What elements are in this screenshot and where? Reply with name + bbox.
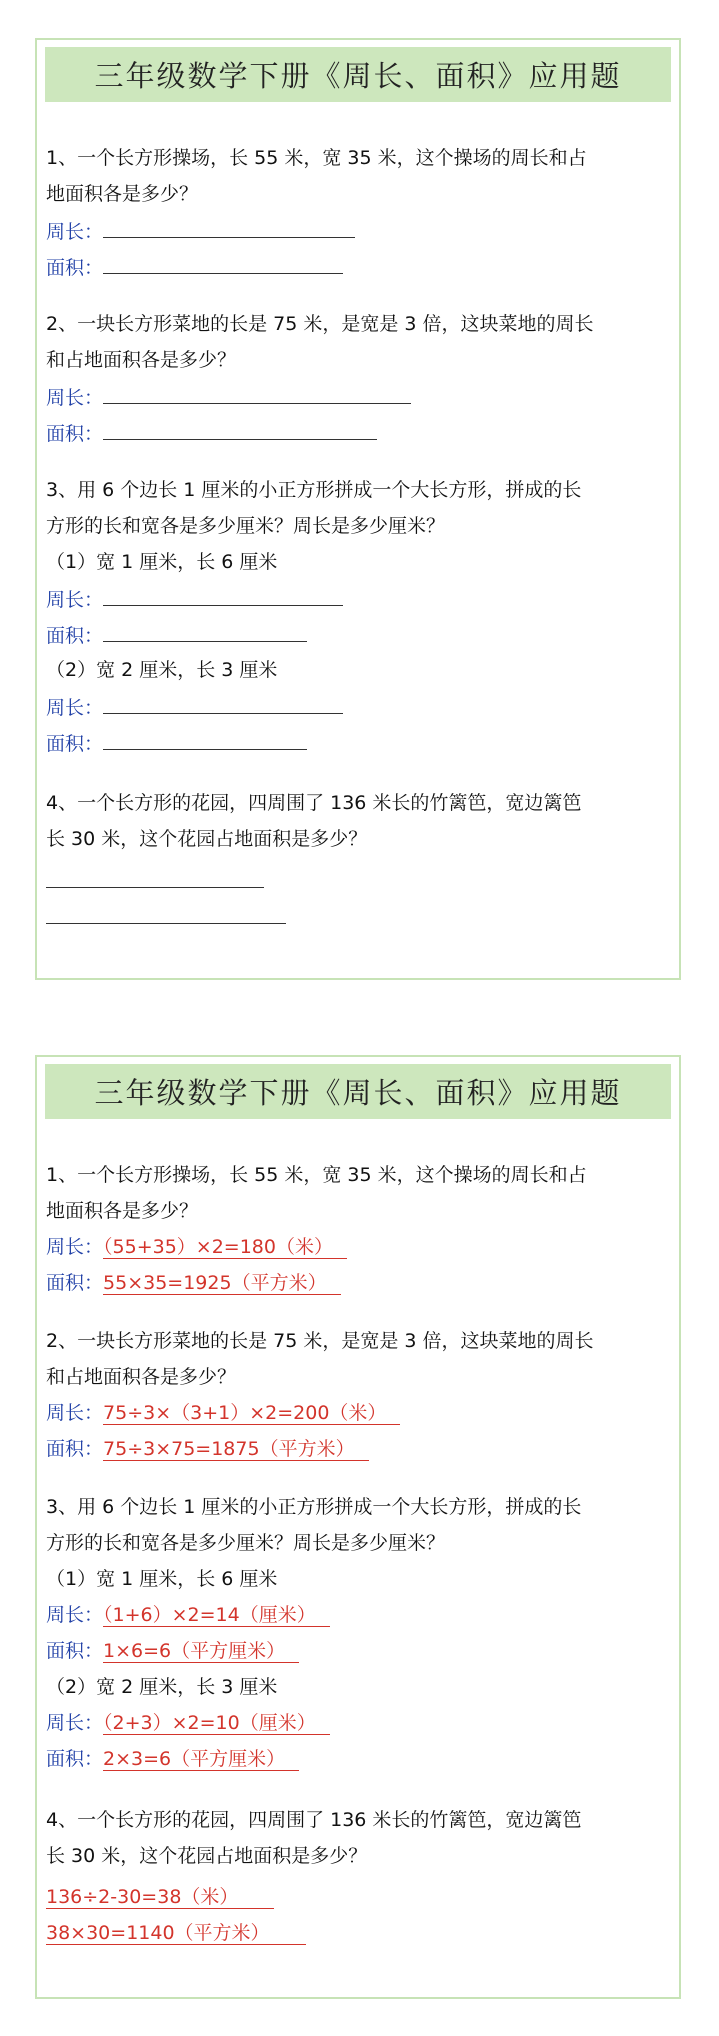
question-4-text: 4、一个长方形的花园，四周围了 136 米长的竹篱笆，宽边篱笆 xyxy=(46,1809,582,1831)
perimeter-label: 周长： xyxy=(46,1712,104,1734)
answer-blank[interactable] xyxy=(46,886,264,888)
question-4-answer-step-2: 38×30=1140（平方米） xyxy=(46,1922,306,1945)
answer-blank[interactable] xyxy=(103,417,377,440)
perimeter-label: 周长： xyxy=(46,1402,104,1424)
question-1-text: 1、一个长方形操场，长 55 米，宽 35 米，这个操场的周长和占 xyxy=(46,147,587,169)
answer-key-card xyxy=(35,1055,681,1999)
area-label: 面积： xyxy=(46,1438,104,1460)
area-answer-row xyxy=(46,727,307,759)
answer-blank[interactable] xyxy=(103,381,411,404)
perimeter-label: 周长： xyxy=(46,589,104,611)
area-answer-row xyxy=(46,251,343,283)
question-3-text: 3、用 6 个边长 1 厘米的小正方形拼成一个大长方形，拼成的长 xyxy=(46,1496,582,1518)
answer-blank[interactable] xyxy=(103,215,355,238)
perimeter-answer-row xyxy=(46,215,355,247)
area-answer: 75÷3×75=1875（平方米） xyxy=(103,1438,369,1461)
perimeter-answer-row xyxy=(46,1398,400,1428)
perimeter-answer: （2+3）×2=10（厘米） xyxy=(103,1712,330,1735)
area-answer-row xyxy=(46,1434,369,1464)
answer-blank[interactable] xyxy=(103,691,343,714)
question-3-part-2: （2）宽 2 厘米，长 3 厘米 xyxy=(46,1676,278,1698)
area-answer-row xyxy=(46,1744,299,1774)
answer-blank[interactable] xyxy=(103,727,307,750)
answer-blank[interactable] xyxy=(103,583,343,606)
question-4-answer-row xyxy=(46,1882,274,1912)
perimeter-answer: （55+35）×2=180（米） xyxy=(103,1236,347,1259)
question-3-text-cont: 方形的长和宽各是多少厘米？周长是多少厘米？ xyxy=(46,1532,446,1554)
area-label: 面积： xyxy=(46,257,104,279)
question-1-text-cont: 地面积各是多少？ xyxy=(46,183,199,205)
area-answer-row xyxy=(46,417,377,449)
question-3-text: 3、用 6 个边长 1 厘米的小正方形拼成一个大长方形，拼成的长 xyxy=(46,479,582,501)
perimeter-answer: 75÷3×（3+1）×2=200（米） xyxy=(103,1402,400,1425)
question-1-text-cont: 地面积各是多少？ xyxy=(46,1200,199,1222)
perimeter-answer-row xyxy=(46,1600,330,1630)
question-4-answer-row xyxy=(46,1918,306,1948)
worksheet-card xyxy=(35,38,681,980)
area-label: 面积： xyxy=(46,625,104,647)
question-4-answer-step-1: 136÷2-30=38（米） xyxy=(46,1886,274,1909)
area-label: 面积： xyxy=(46,1640,104,1662)
area-label: 面积： xyxy=(46,1748,104,1770)
question-4-text: 4、一个长方形的花园，四周围了 136 米长的竹篱笆，宽边篱笆 xyxy=(46,792,582,814)
perimeter-label: 周长： xyxy=(46,1236,104,1258)
area-answer: 55×35=1925（平方米） xyxy=(103,1272,341,1295)
area-answer: 1×6=6（平方厘米） xyxy=(103,1640,299,1663)
area-label: 面积： xyxy=(46,733,104,755)
area-answer: 2×3=6（平方厘米） xyxy=(103,1748,299,1771)
area-label: 面积： xyxy=(46,1272,104,1294)
perimeter-label: 周长： xyxy=(46,221,104,243)
question-3-part-2: （2）宽 2 厘米，长 3 厘米 xyxy=(46,659,278,681)
perimeter-answer-row xyxy=(46,583,343,615)
question-4-text-cont: 长 30 米，这个花园占地面积是多少？ xyxy=(46,1845,368,1867)
perimeter-answer-row xyxy=(46,1708,330,1738)
perimeter-answer-row xyxy=(46,691,343,723)
perimeter-label: 周长： xyxy=(46,1604,104,1626)
perimeter-answer-row xyxy=(46,381,411,413)
area-answer-row xyxy=(46,619,307,651)
question-3-part-1: （1）宽 1 厘米，长 6 厘米 xyxy=(46,551,278,573)
perimeter-answer-row xyxy=(46,1232,347,1262)
question-3-text-cont: 方形的长和宽各是多少厘米？周长是多少厘米？ xyxy=(46,515,446,537)
perimeter-label: 周长： xyxy=(46,387,104,409)
perimeter-answer: （1+6）×2=14（厘米） xyxy=(103,1604,330,1627)
answer-blank[interactable] xyxy=(103,251,343,274)
question-2-text-cont: 和占地面积各是多少？ xyxy=(46,1366,237,1388)
question-4-text-cont: 长 30 米，这个花园占地面积是多少？ xyxy=(46,828,368,850)
area-answer-row xyxy=(46,1636,299,1666)
question-2-text: 2、一块长方形菜地的长是 75 米，是宽是 3 倍，这块菜地的周长 xyxy=(46,313,594,335)
question-2-text: 2、一块长方形菜地的长是 75 米，是宽是 3 倍，这块菜地的周长 xyxy=(46,1330,594,1352)
question-3-part-1: （1）宽 1 厘米，长 6 厘米 xyxy=(46,1568,278,1590)
question-2-text-cont: 和占地面积各是多少？ xyxy=(46,349,237,371)
answer-blank[interactable] xyxy=(103,619,307,642)
worksheet-title: 三年级数学下册《周长、面积》应用题 xyxy=(45,1064,671,1119)
perimeter-label: 周长： xyxy=(46,697,104,719)
area-answer-row xyxy=(46,1268,341,1298)
worksheet-title: 三年级数学下册《周长、面积》应用题 xyxy=(45,47,671,102)
question-1-text: 1、一个长方形操场，长 55 米，宽 35 米，这个操场的周长和占 xyxy=(46,1164,587,1186)
area-label: 面积： xyxy=(46,423,104,445)
answer-blank[interactable] xyxy=(46,922,286,924)
